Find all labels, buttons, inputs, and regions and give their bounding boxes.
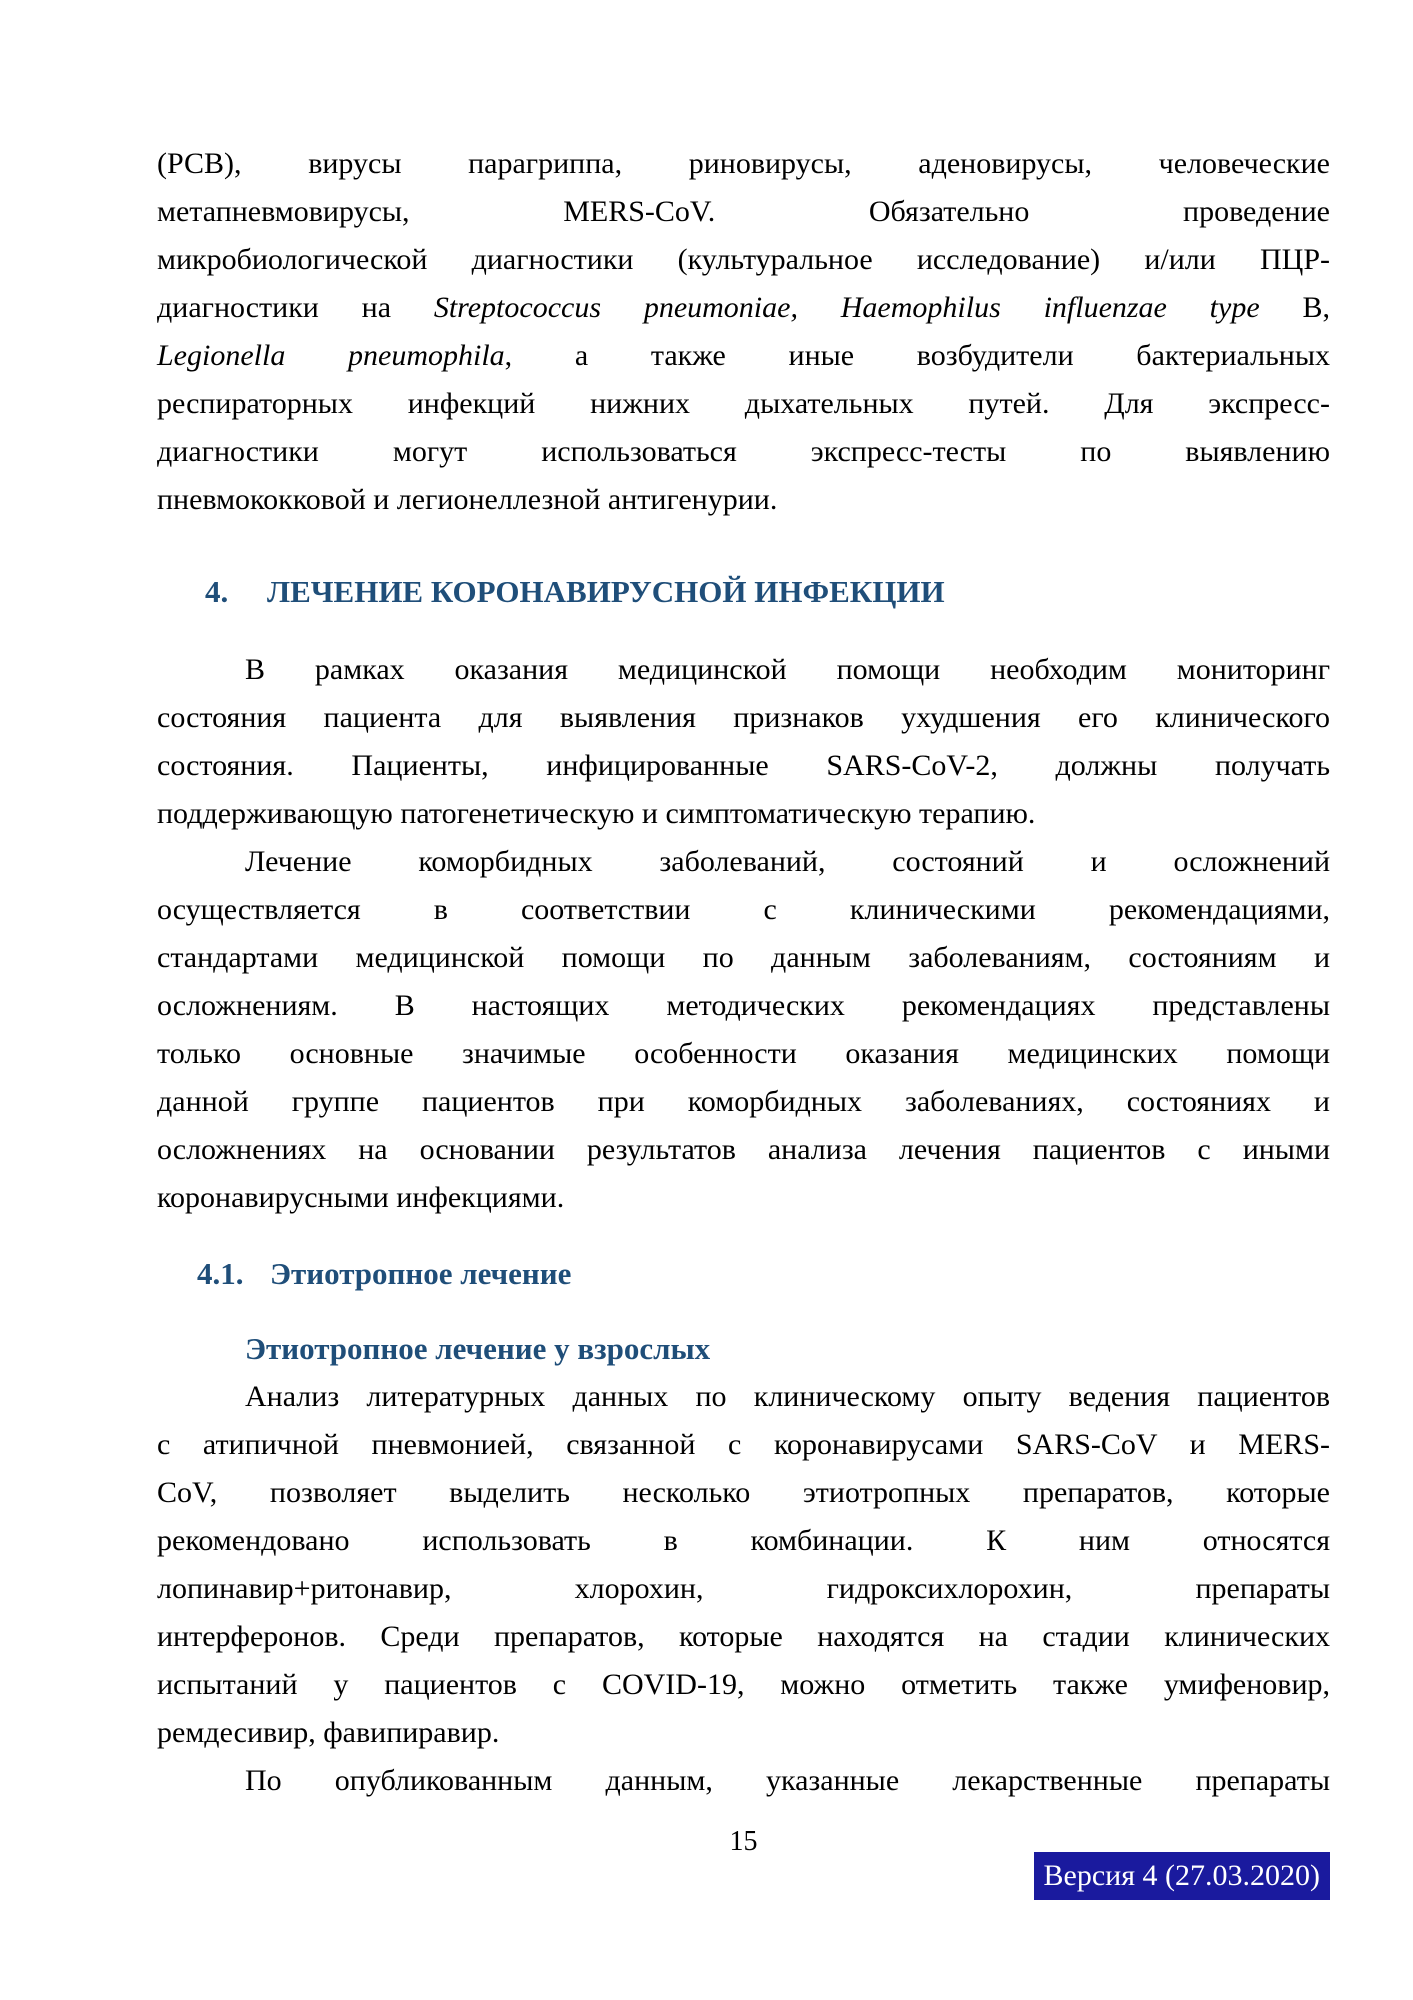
paragraph-line: диагностики могут использоваться экспресс-тесты по выявлению: [157, 435, 1330, 468]
paragraph-line: ремдесивир, фавипиравир.: [157, 1716, 500, 1749]
paragraph-line: респираторных инфекций нижних дыхательных путей. Для экспресс-: [157, 387, 1330, 420]
paragraph: [157, 140, 1330, 524]
subsection-subtitle: Этиотропное лечение у взрослых: [245, 1331, 711, 1366]
species-name-italic: Legionella pneumophila: [157, 339, 505, 372]
subsection-heading: [157, 1250, 1330, 1298]
paragraph-line: (РСВ), вирусы парагриппа, риновирусы, аденовирусы, человеческие: [157, 147, 1330, 180]
paragraph-line: испытаний у пациентов с COVID-19, можно отметить также умифеновир,: [157, 1668, 1330, 1701]
paragraph-line: коронавирусными инфекциями.: [157, 1181, 565, 1214]
paragraph-line: осуществляется в соответствии с клиническими рекомендациями,: [157, 893, 1330, 926]
paragraph: [157, 1373, 1330, 1757]
species-name-italic: Streptococcus pneumoniae, Haemophilus influenzae type: [433, 291, 1260, 324]
paragraph: [157, 1757, 1330, 1805]
paragraph-line: только основные значимые особенности оказания медицинских помощи: [157, 1037, 1330, 1070]
paragraph: [157, 646, 1330, 838]
paragraph-line: интерферонов. Среди препаратов, которые находятся на стадии клинических: [157, 1620, 1330, 1653]
paragraph: [157, 838, 1330, 1222]
paragraph-line: микробиологической диагностики (культуральное исследование) и/или ПЦР-: [157, 243, 1330, 276]
paragraph-text: , а также иные возбудители бактериальных: [504, 339, 1330, 372]
page-number: 15: [729, 1826, 758, 1857]
paragraph-line: Лечение коморбидных заболеваний, состояний и осложнений: [245, 845, 1330, 878]
paragraph-line: с атипичной пневмонией, связанной с коронавирусами SARS-CoV и MERS-: [157, 1428, 1330, 1461]
paragraph-line: Анализ литературных данных по клиническому опыту ведения пациентов: [245, 1380, 1330, 1413]
section-heading-number: 4.: [205, 574, 229, 609]
document-content: [157, 140, 1330, 1805]
paragraph-line: [157, 284, 1330, 332]
paragraph-line: лопинавир+ритонавир, хлорохин, гидроксихлорохин, препараты: [157, 1572, 1330, 1605]
paragraph-line: По опубликованным данным, указанные лекарственные препараты: [245, 1764, 1330, 1797]
paragraph-line: данной группе пациентов при коморбидных заболеваниях, состояниях и: [157, 1085, 1330, 1118]
paragraph-line: состояния. Пациенты, инфицированные SARS-CoV-2, должны получать: [157, 749, 1330, 782]
paragraph-line: состояния пациента для выявления признаков ухудшения его клинического: [157, 701, 1330, 734]
version-badge: Версия 4 (27.03.2020): [1034, 1852, 1330, 1900]
paragraph-line: CoV, позволяет выделить несколько этиотропных препаратов, которые: [157, 1476, 1330, 1509]
paragraph-line: В рамках оказания медицинской помощи необходим мониторинг: [245, 653, 1330, 686]
paragraph-line: осложнениях на основании результатов анализа лечения пациентов с иными: [157, 1133, 1330, 1166]
paragraph-text: диагностики на: [157, 291, 434, 324]
paragraph-line: осложнениям. В настоящих методических рекомендациях представлены: [157, 989, 1330, 1022]
paragraph-text: B,: [1259, 291, 1330, 324]
paragraph-line: пневмококковой и легионеллезной антигенурии.: [157, 483, 778, 516]
paragraph-line: метапневмовирусы, MERS-CoV. Обязательно проведение: [157, 195, 1330, 228]
paragraph-line: [157, 332, 1330, 380]
section-heading-label: ЛЕЧЕНИЕ КОРОНАВИРУСНОЙ ИНФЕКЦИИ: [267, 574, 945, 609]
paragraph-line: поддерживающую патогенетическую и симптоматическую терапию.: [157, 797, 1036, 830]
subsection-heading-label: Этиотропное лечение: [270, 1256, 572, 1291]
subsection-heading-number: 4.1.: [197, 1256, 244, 1291]
paragraph-line: рекомендовано использовать в комбинации. К ним относятся: [157, 1524, 1330, 1557]
paragraph-line: стандартами медицинской помощи по данным заболеваниям, состояниям и: [157, 941, 1330, 974]
section-heading: [157, 568, 1330, 616]
